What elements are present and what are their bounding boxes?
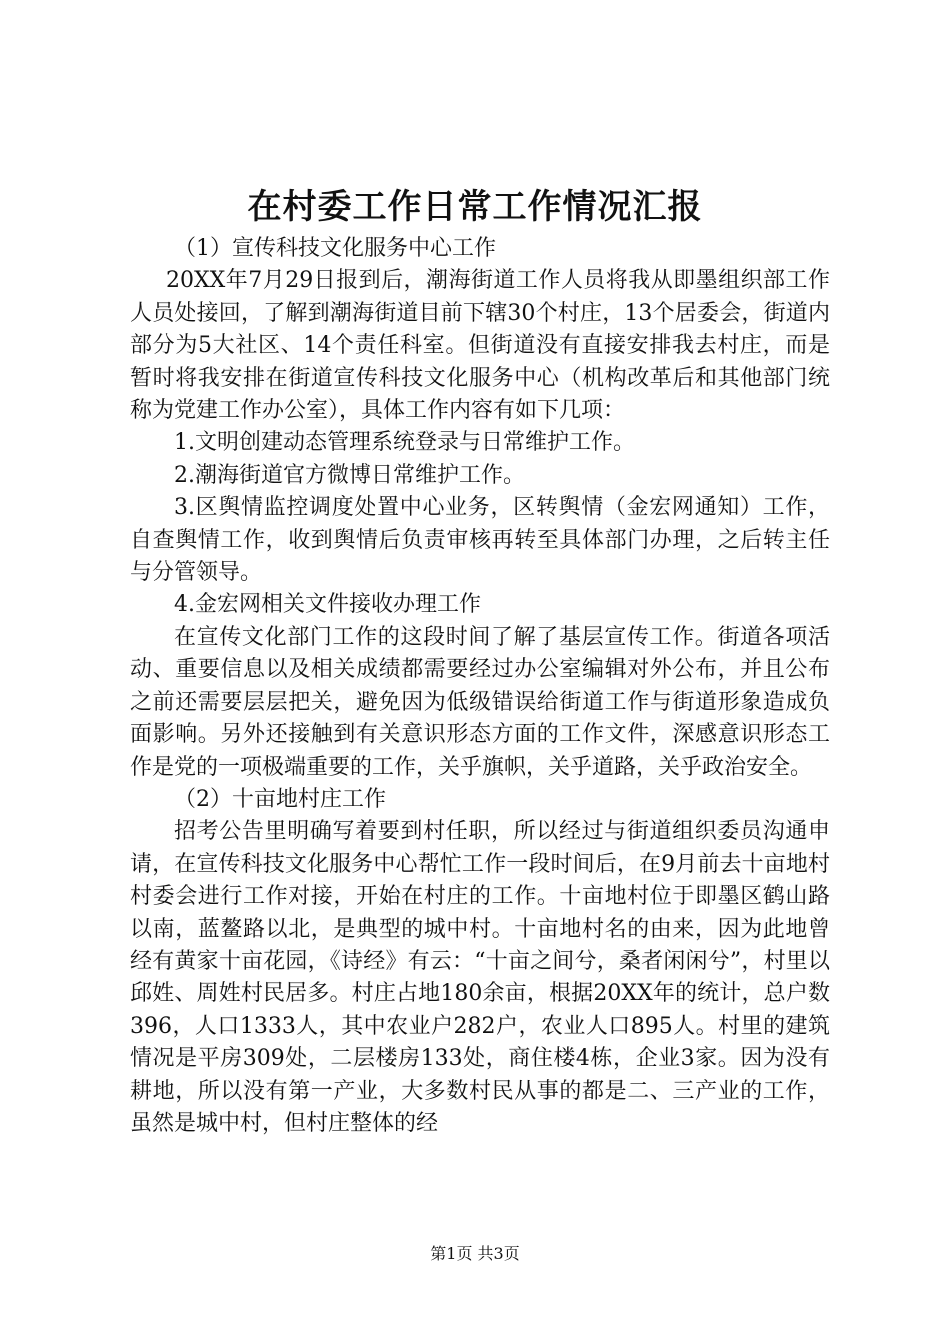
paragraph-arrival: 20XX年7月29日报到后，潮海街道工作人员将我从即墨组织部工作人员处接回，了解到潮海街道目前下辖30个村庄，13个居委会，街道内部分为5大社区、14个责任科室。但街道没有直接安排我去村庄，而是暂时将我安排在街道宣传科技文化服务中心（机构改革后和其他部门统称为党建工作办公室），具体工作内容有如下几项： — [130, 268, 830, 424]
list-item-2: 2.潮海街道官方微博日常维护工作。 — [174, 462, 525, 488]
document-body — [130, 233, 830, 1140]
list-item-3: 3.区舆情监控调度处置中心业务，区转舆情（金宏网通知）工作，自查舆情工作，收到舆情后负责审核再转至具体部门办理，之后转主任与分管领导。 — [130, 495, 830, 586]
paragraph-publicity: 在宣传文化部门工作的这段时间了解了基层宣传工作。街道各项活动、重要信息以及相关成绩都需要经过办公室编辑对外公布，并且公布之前还需要层层把关，避免因为低级错误给街道工作与街道形象造成负面影响。另外还接触到有关意识形态方面的工作文件，深感意识形态工作是党的一项极端重要的工作，关乎旗帜，关乎道路，关乎政治安全。 — [130, 624, 830, 780]
paragraph-village: 招考公告里明确写着要到村任职，所以经过与街道组织委员沟通申请，在宣传科技文化服务中心帮忙工作一段时间后，在9月前去十亩地村村委会进行工作对接，开始在村庄的工作。十亩地村位于即墨区鹤山路以南，蓝鳌路以北，是典型的城中村。十亩地村名的由来，因为此地曾经有黄家十亩花园，《诗经》有云：“十亩之间兮，桑者闲闲兮”，村里以邱姓、周姓村民居多。村庄占地180余亩，根据20XX年的统计，总户数396，人口1333人，其中农业户282户，农业人口895人。村里的建筑情况是平房309处，二层楼房133处，商住楼4栋，企业3家。因为没有耕地，所以没有第一产业，大多数村民从事的都是二、三产业的工作，虽然是城中村，但村庄整体的经 — [130, 819, 830, 1136]
document-title: 在村委工作日常工作情况汇报 — [247, 187, 703, 227]
page-footer: 第1页 共3页 — [430, 1244, 520, 1263]
section-heading-1: （1）宣传科技文化服务中心工作 — [174, 236, 496, 261]
list-item-1: 1.文明创建动态管理系统登录与日常维护工作。 — [174, 430, 635, 456]
list-item-4: 4.金宏网相关文件接收办理工作 — [174, 592, 481, 618]
section-heading-2: （2）十亩地村庄工作 — [174, 786, 386, 812]
